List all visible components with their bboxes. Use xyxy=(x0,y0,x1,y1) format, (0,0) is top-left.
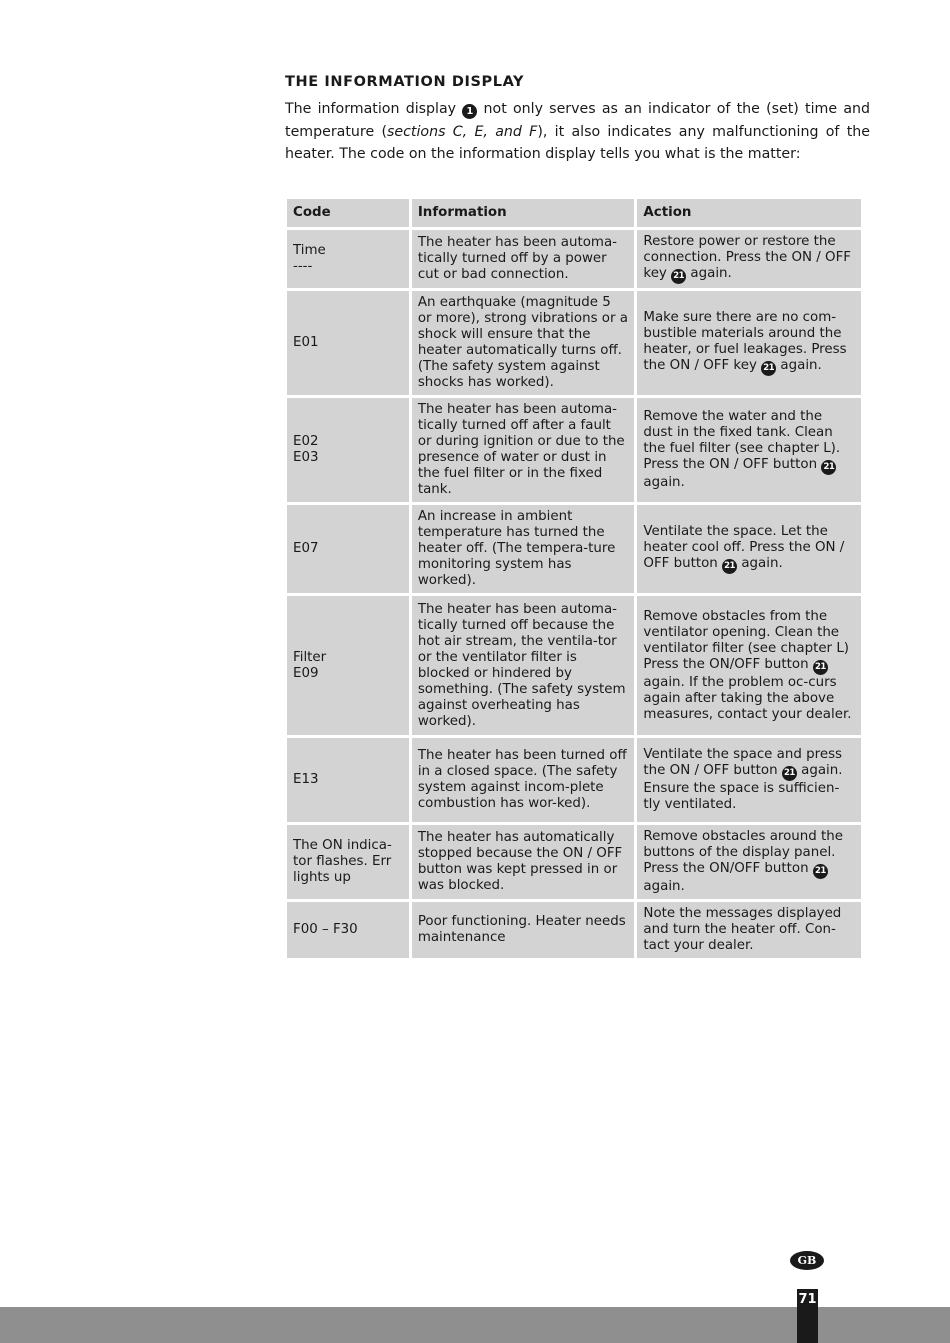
cell-information: The heater has been automa-tically turned off because the hot air stream, the ventila-tor or the ventilator filter is blocked or hindered by something. (The safety system against overheating has worked). xyxy=(412,596,635,735)
action-text: Remove the water and the dust in the fixed tank. Clean the fuel filter (see chapter L). Press the ON / OFF button xyxy=(643,409,841,472)
cell-code xyxy=(287,230,409,288)
information-display-section xyxy=(285,72,870,166)
header-action: Action xyxy=(637,199,861,227)
intro-sections-ref: sections C, E, and F xyxy=(387,123,538,140)
table-row xyxy=(287,902,861,958)
cell-information: The heater has been automa-tically turned off by a power cut or bad connection. xyxy=(412,230,635,288)
intro-text-1: The information display xyxy=(285,101,457,117)
cell-information: The heater has been turned off in a closed space. (The safety system against incom-plete combustion has wor-ked). xyxy=(412,738,635,822)
intro-text-3: ), it also indicates any malfunctioning of the heater. The code on the information display tells you what is the matter: xyxy=(285,123,870,162)
header-information: Information xyxy=(412,199,635,227)
cell-information: An increase in ambient temperature has turned the heater off. (The tempera-ture monitoring system has worked). xyxy=(412,505,635,593)
action-text-after: again. xyxy=(643,475,685,490)
cell-action xyxy=(637,291,861,395)
cell-code xyxy=(287,505,409,593)
onoff-key-21-icon: 21 xyxy=(722,559,737,574)
code-line: E13 xyxy=(293,772,319,787)
action-text-after: again. xyxy=(780,358,822,373)
action-text-after: again. Ensure the space is sufficien-tly ventilated. xyxy=(643,763,843,812)
table-row xyxy=(287,825,861,899)
table-row xyxy=(287,398,861,502)
cell-code xyxy=(287,596,409,735)
marker-1-icon: 1 xyxy=(462,104,477,119)
cell-information: The heater has automatically stopped because the ON / OFF button was kept pressed in or was blocked. xyxy=(412,825,635,899)
code-line: E07 xyxy=(293,541,319,556)
code-line: E09 xyxy=(293,665,319,681)
error-code-table xyxy=(284,196,864,961)
table-row xyxy=(287,505,861,593)
onoff-key-21-icon: 21 xyxy=(821,460,836,475)
cell-code xyxy=(287,902,409,958)
onoff-key-21-icon: 21 xyxy=(813,660,828,675)
code-line: The ON indica-tor flashes. Err lights up xyxy=(293,838,392,885)
action-text-after: again. xyxy=(643,879,685,894)
action-text: Remove obstacles around the buttons of the display panel. Press the ON/OFF button xyxy=(643,829,844,876)
code-line: Time xyxy=(293,243,326,258)
intro-paragraph xyxy=(285,98,870,166)
code-line: E02 xyxy=(293,434,319,449)
onoff-key-21-icon: 21 xyxy=(813,864,828,879)
cell-action xyxy=(637,398,861,502)
code-line: E01 xyxy=(293,335,319,350)
action-text-after: again. If the problem oc-curs again after taking the above measures, contact your dealer. xyxy=(643,674,852,722)
section-title: THE INFORMATION DISPLAY xyxy=(285,74,525,90)
table-row xyxy=(287,291,861,395)
table-row xyxy=(287,738,861,822)
cell-information: The heater has been automa-tically turned off after a fault or during ignition or due to the presence of water or dust in the fuel filter or in the fixed tank. xyxy=(412,398,635,502)
cell-code xyxy=(287,825,409,899)
cell-action xyxy=(637,230,861,288)
intro-text-2: not only serves as an indicator of the (set) time and temperature ( xyxy=(285,101,871,140)
onoff-key-21-icon: 21 xyxy=(761,361,776,376)
action-text: Restore power or restore the connection. Press the ON / OFF key xyxy=(643,234,851,281)
cell-action xyxy=(637,738,861,822)
code-line: Filter xyxy=(293,649,327,665)
action-text-after: again. xyxy=(741,556,783,571)
onoff-key-21-icon: 21 xyxy=(782,766,797,781)
table-header-row xyxy=(287,199,861,227)
header-code: Code xyxy=(287,199,409,227)
table-row xyxy=(287,230,861,288)
cell-code xyxy=(287,291,409,395)
action-text: Remove obstacles from the ventilator opening. Clean the ventilator filter (see chapter L) Press the ON/OFF button xyxy=(643,608,850,672)
action-text: Make sure there are no com-bustible materials around the heater, or fuel leakages. Press the ON / OFF key xyxy=(643,310,847,373)
table-body xyxy=(287,230,861,958)
code-line: E03 xyxy=(293,450,319,465)
page-number: 71 xyxy=(797,1289,818,1343)
action-text: Note the messages displayed and turn the heater off. Con-tact your dealer. xyxy=(643,906,842,953)
code-line: F00 – F30 xyxy=(293,922,358,937)
cell-action xyxy=(637,505,861,593)
onoff-key-21-icon: 21 xyxy=(671,269,686,284)
table-row xyxy=(287,596,861,735)
cell-action xyxy=(637,825,861,899)
action-text-after: again. xyxy=(690,266,732,281)
cell-code xyxy=(287,398,409,502)
cell-code xyxy=(287,738,409,822)
cell-action xyxy=(637,596,861,735)
action-text: Ventilate the space. Let the heater cool off. Press the ON / OFF button xyxy=(643,524,845,571)
cell-action xyxy=(637,902,861,958)
language-badge: GB xyxy=(790,1251,824,1270)
action-text: Ventilate the space and press the ON / OFF button xyxy=(643,747,843,778)
cell-information: An earthquake (magnitude 5 or more), strong vibrations or a shock will ensure that the heater automatically turns off. (The safety system against shocks has worked). xyxy=(412,291,635,395)
code-line: ---- xyxy=(293,259,313,274)
cell-information: Poor functioning. Heater needs maintenance xyxy=(412,902,635,958)
